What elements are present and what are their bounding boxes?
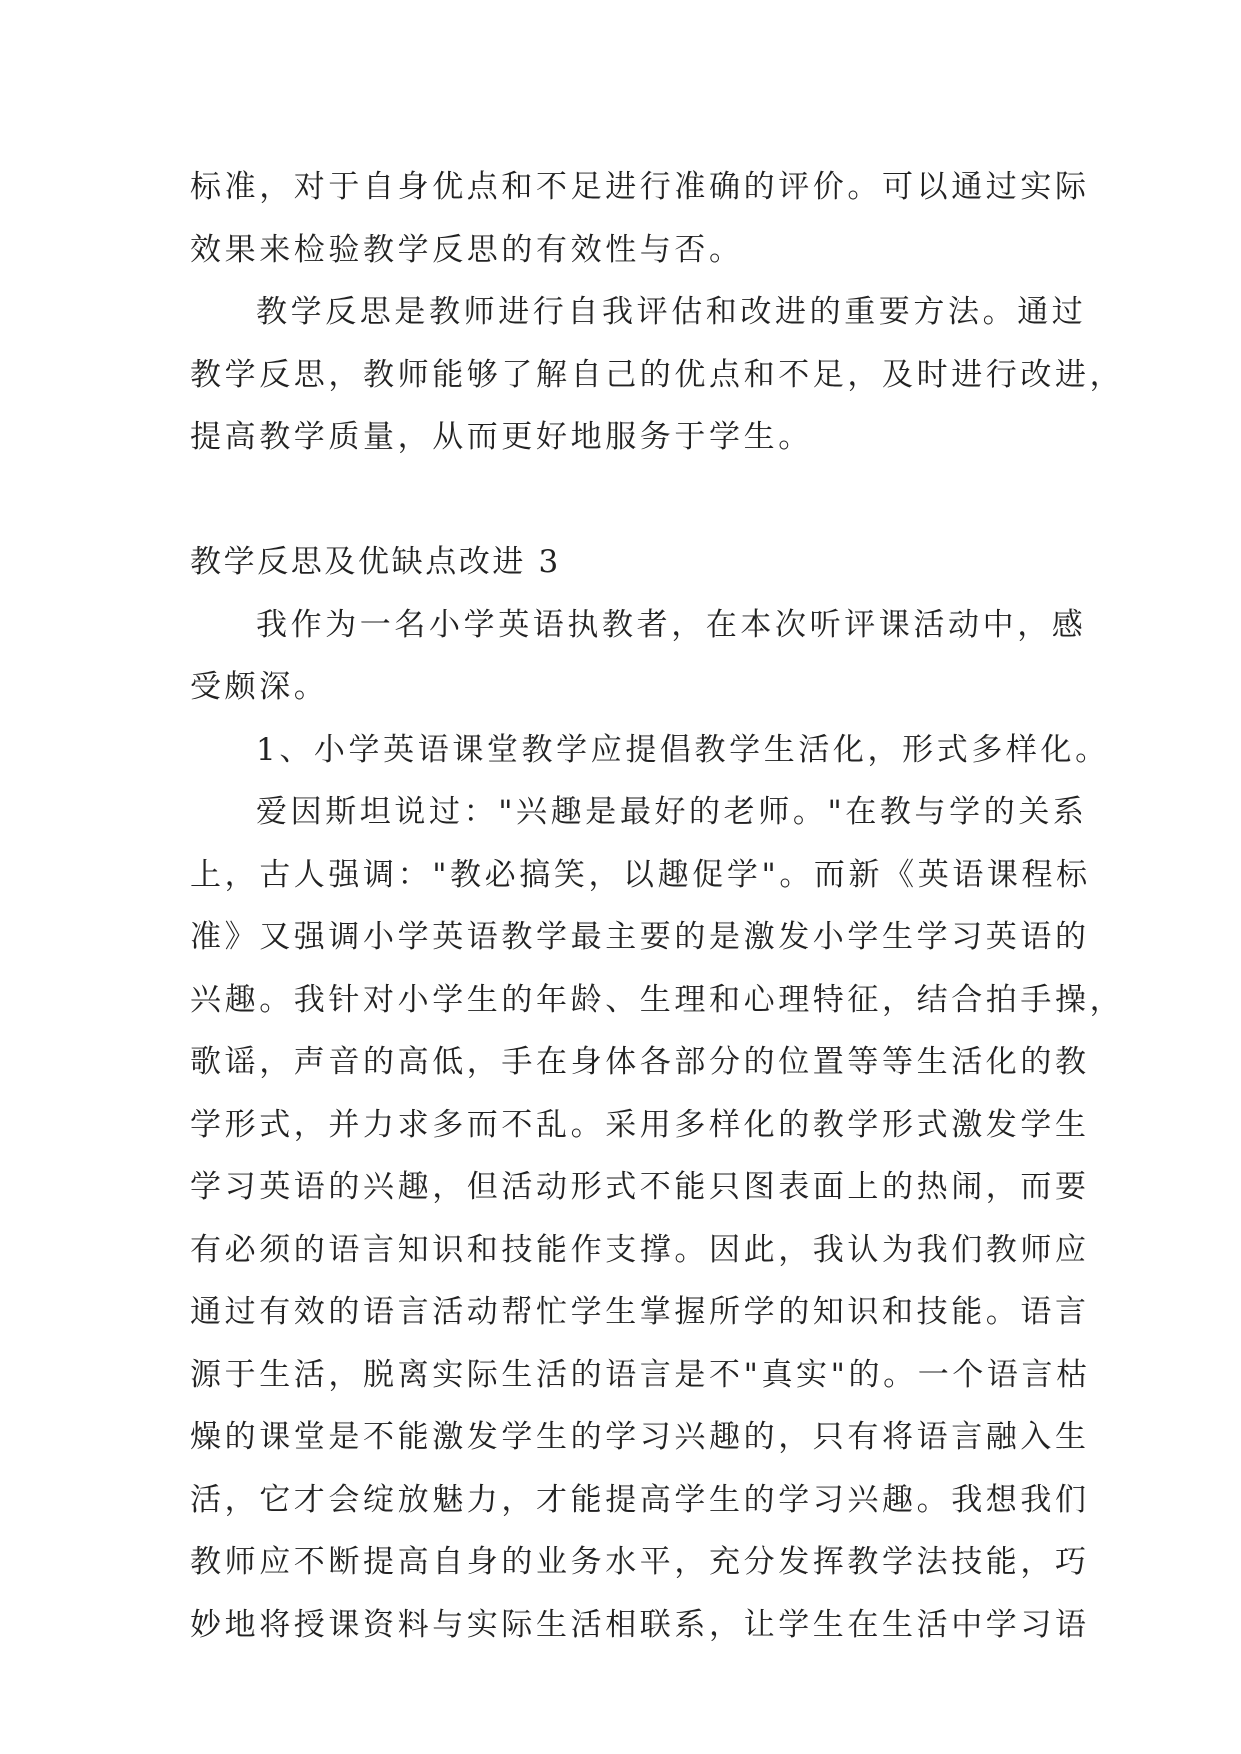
text-line: 歌谣，声音的高低，手在身体各部分的位置等等生活化的教 (190, 1044, 1090, 1080)
text-line: 燥的课堂是不能激发学生的学习兴趣的，只有将语言融入生 (190, 1419, 1090, 1455)
text-line: 教学反思是教师进行自我评估和改进的重要方法。通过 (256, 294, 1087, 330)
text-line: 学习英语的兴趣，但活动形式不能只图表面上的热闹，而要 (190, 1169, 1090, 1205)
text-line: 兴趣。我针对小学生的年龄、生理和心理特征，结合拍手操， (190, 981, 1125, 1018)
paragraph (190, 156, 1090, 281)
paragraph (190, 719, 1110, 782)
text-line: 我作为一名小学英语执教者，在本次听评课活动中，感 (256, 606, 1087, 643)
text-line: 标准，对于自身优点和不足进行准确的评价。可以通过实际 (190, 169, 1090, 205)
text-line: 上，古人强调："教必搞笑，以趣促学"。而新《英语课程标 (190, 856, 1091, 893)
text-line: 受颇深。 (190, 669, 329, 705)
text-line: 通过有效的语言活动帮忙学生掌握所学的知识和技能。语言 (190, 1294, 1090, 1330)
paragraph (190, 281, 1125, 469)
paragraph (190, 781, 1125, 1656)
paragraph (190, 594, 1087, 719)
text-line: 源于生活，脱离实际生活的语言是不"真实"的。一个语言枯 (190, 1356, 1091, 1393)
paragraph-spacer (190, 469, 1056, 532)
text-line: 爱因斯坦说过："兴趣是最好的老师。"在教与学的关系 (256, 794, 1088, 830)
text-line: 教学反思，教师能够了解自己的优点和不足，及时进行改进， (190, 356, 1125, 393)
text-line: 准》又强调小学英语教学最主要的是激发小学生学习英语的 (190, 919, 1090, 955)
text-line: 活，它才会绽放魅力，才能提高学生的学习兴趣。我想我们 (190, 1481, 1090, 1518)
section-heading: 教学反思及优缺点改进 3 (190, 544, 561, 580)
text-line: 提高教学质量，从而更好地服务于学生。 (190, 419, 813, 455)
text-line: 学形式，并力求多而不乱。采用多样化的教学形式激发学生 (190, 1106, 1090, 1143)
text-line: 教师应不断提高自身的业务水平，充分发挥教学法技能，巧 (190, 1544, 1090, 1580)
text-line: 有必须的语言知识和技能作支撑。因此，我认为我们教师应 (190, 1231, 1090, 1268)
text-line: 1、小学英语课堂教学应提倡教学生活化，形式多样化。 (256, 731, 1110, 768)
document-body (190, 156, 1125, 1656)
text-line: 效果来检验教学反思的有效性与否。 (190, 231, 744, 268)
text-line: 妙地将授课资料与实际生活相联系，让学生在生活中学习语 (190, 1606, 1090, 1643)
